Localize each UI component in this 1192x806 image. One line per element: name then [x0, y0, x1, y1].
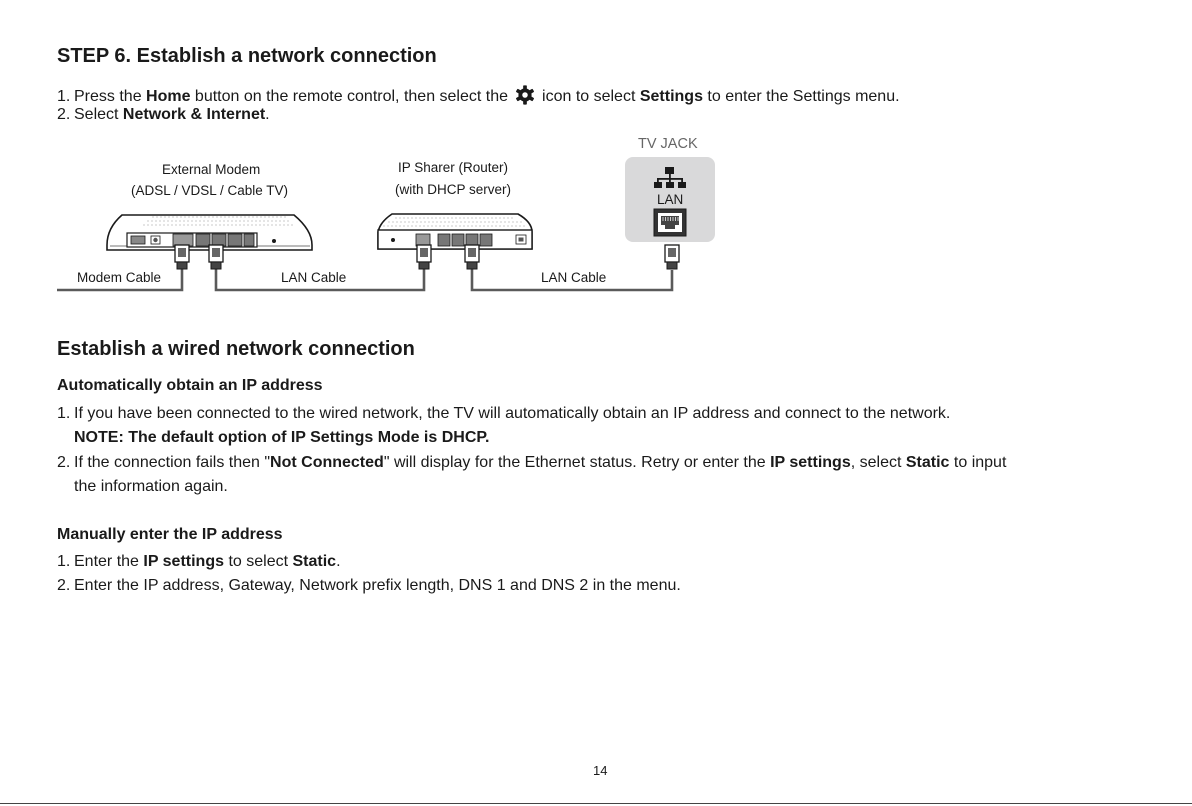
footer-rule: [0, 803, 1192, 804]
network-internet-keyword: Network & Internet: [122, 106, 266, 123]
ip-sharer-router: [378, 214, 532, 249]
modem-label-1: External Modem: [162, 162, 261, 177]
text: .: [336, 553, 341, 570]
text: Select: [74, 106, 123, 123]
lan-cable-label-2: LAN Cable: [541, 270, 607, 285]
ethernet-plug-icon: [175, 245, 189, 269]
modem-label-2: (ADSL / VDSL / Cable TV): [131, 183, 289, 198]
text: If the connection fails then ": [74, 454, 271, 471]
ethernet-plug-icon: [665, 245, 679, 269]
router-label-1: IP Sharer (Router): [398, 160, 509, 175]
ip-settings-keyword: IP settings: [770, 454, 851, 471]
lan-cable-label-1: LAN Cable: [281, 270, 347, 285]
manual-ip-item-2: [57, 577, 681, 595]
ip-settings-keyword: IP settings: [143, 553, 224, 570]
modem-cable-label: Modem Cable: [77, 270, 162, 285]
text: to select: [224, 553, 293, 570]
manual-ip-heading: Manually enter the IP address: [57, 526, 283, 543]
text: Enter the: [74, 553, 144, 570]
ethernet-plug-icon: [209, 245, 223, 269]
home-keyword: Home: [146, 88, 191, 105]
settings-keyword: Settings: [639, 88, 703, 105]
auto-ip-item-1: [57, 405, 950, 423]
list-number: 1.: [57, 88, 71, 105]
manual-ip-item-1: [57, 553, 341, 571]
page-number: 14: [593, 763, 608, 778]
text: Press the: [74, 88, 147, 105]
wired-section-title: Establish a wired network connection: [57, 338, 415, 360]
text: button on the remote control, then select the: [190, 88, 509, 105]
not-connected-keyword: Not Connected: [270, 454, 384, 471]
list-number: 1.: [57, 405, 71, 422]
static-keyword: Static: [292, 553, 337, 570]
auto-ip-heading: Automatically obtain an IP address: [57, 377, 323, 394]
ethernet-plug-icon: [465, 245, 479, 269]
list-number: 2.: [57, 454, 71, 471]
router-label-2: (with DHCP server): [395, 182, 512, 197]
text: to input: [949, 454, 1007, 471]
auto-ip-item-2: [57, 454, 1006, 472]
list-number: 2.: [57, 577, 71, 594]
text: icon to select: [542, 88, 640, 105]
lan-label: LAN: [657, 192, 684, 207]
tv-jack-label: TV JACK: [638, 136, 698, 152]
text: to enter the Settings menu.: [702, 88, 900, 105]
static-keyword: Static: [905, 454, 950, 471]
step6-title: STEP 6. Establish a network connection: [57, 45, 437, 67]
text: , select: [850, 454, 906, 471]
text: " will display for the Ethernet status. Retry or enter the: [383, 454, 771, 471]
text: .: [265, 106, 270, 123]
ethernet-plug-icon: [417, 245, 431, 269]
list-number: 2.: [57, 106, 71, 123]
list-number: 1.: [57, 553, 71, 570]
text: If you have been connected to the wired network, the TV will automatically obtain an IP address and connect to the network.: [74, 405, 951, 422]
dhcp-note: NOTE: The default option of IP Settings Mode is DHCP.: [74, 429, 490, 446]
text: Enter the IP address, Gateway, Network prefix length, DNS 1 and DNS 2 in the menu.: [74, 577, 681, 594]
rj45-port-icon: [654, 209, 686, 236]
auto-ip-item-2-continued: the information again.: [74, 478, 228, 495]
